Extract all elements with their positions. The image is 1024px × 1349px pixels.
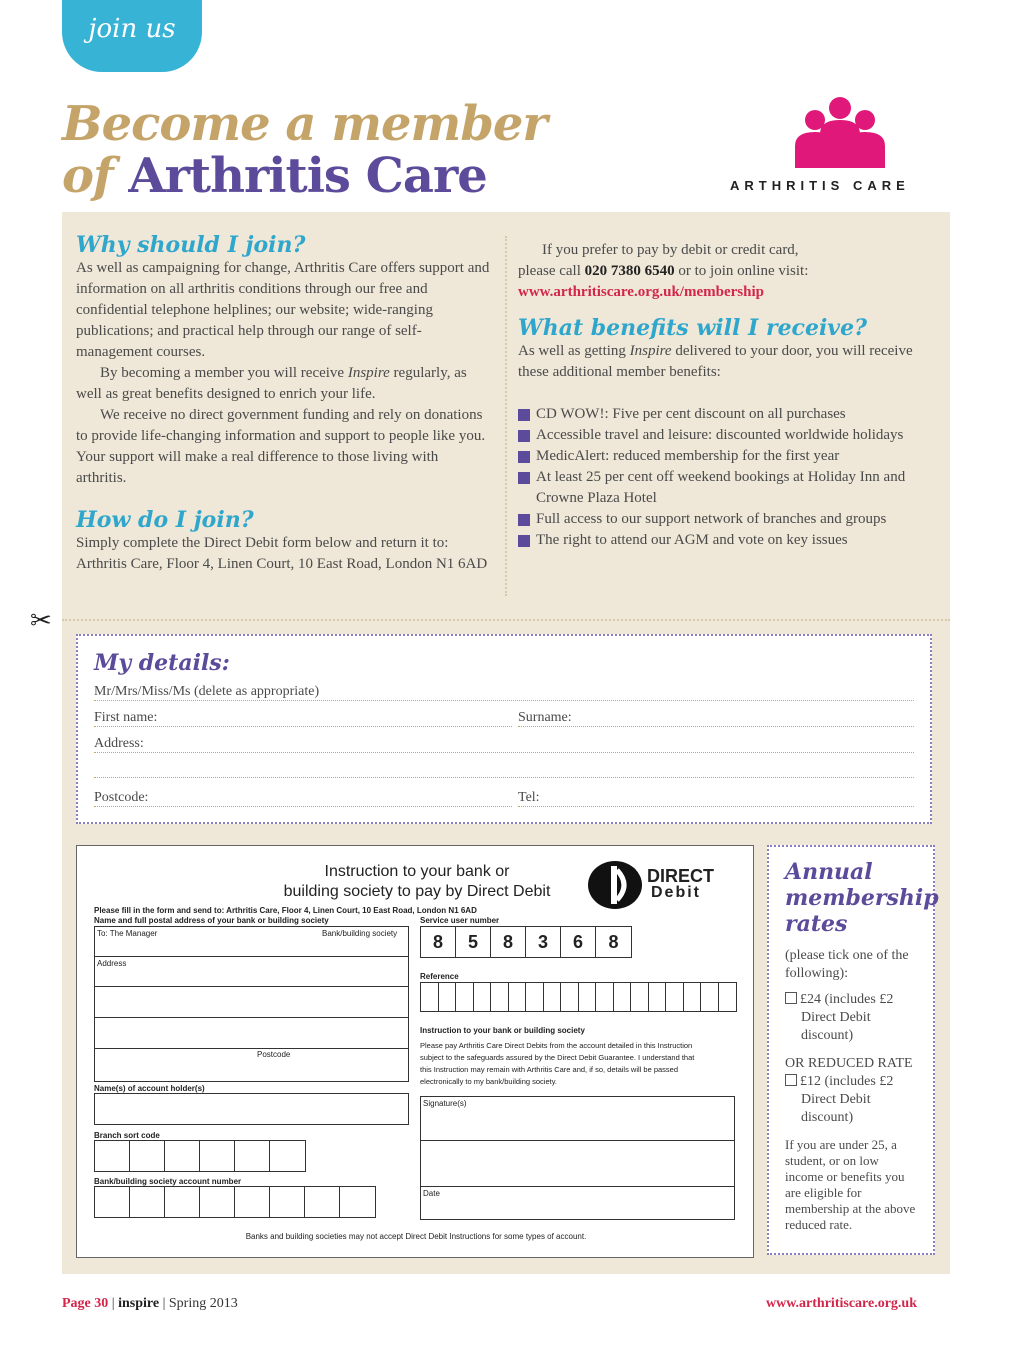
title-field[interactable]: Mr/Mrs/Miss/Ms (delete as appropriate) <box>94 684 914 701</box>
box-divider <box>94 1048 409 1049</box>
sort-code-boxes[interactable] <box>94 1140 306 1172</box>
sun-boxes <box>420 926 632 958</box>
dd-name-address-label: Name and full postal address of your bank or building society <box>94 916 329 925</box>
why-section <box>76 232 492 575</box>
reference-boxes[interactable] <box>420 982 737 1012</box>
box-divider <box>420 1186 735 1187</box>
checkbox[interactable] <box>785 1074 797 1086</box>
signature-label: Signature(s) <box>423 1099 467 1108</box>
to-manager-label: To: The Manager <box>97 929 158 938</box>
reference-label: Reference <box>420 972 459 981</box>
rates-heading: Annual membership rates <box>785 859 939 937</box>
holders-label: Name(s) of account holder(s) <box>94 1084 205 1093</box>
page-title: Become a member <box>62 96 547 152</box>
dd-logo-text-2: Debit <box>651 884 701 901</box>
pay-line-1: If you prefer to pay by debit or credit card, <box>542 242 799 258</box>
sort-code-label: Branch sort code <box>94 1131 160 1140</box>
reduced-rate-label: OR REDUCED RATE <box>785 1056 913 1071</box>
why-para-3: We receive no direct government funding and rely on donations to provide life-changing information and support to people like you. Your support will make a real difference to those living with arthritis. <box>76 407 486 486</box>
footer-url[interactable]: www.arthritiscare.org.uk <box>766 1296 917 1311</box>
holders-field[interactable] <box>94 1093 409 1125</box>
list-item: MedicAlert: reduced membership for the first year <box>518 446 932 467</box>
sun-digit: 8 <box>491 927 526 957</box>
address-label: Address <box>97 959 127 968</box>
why-heading: Why should I join? <box>76 232 306 258</box>
instruction-body: Please pay Arthritis Care Direct Debits from the account detailed in this Instruction subject to the safeguards assured by the Direct Debit Guarantee. I understand that this Instruction may remain with Arthritis Care and, if so, details will be passed electronically to my bank/building society. <box>420 1041 695 1086</box>
rate-option-24[interactable]: £24 (includes £2 Direct Debit discount) <box>785 991 917 1045</box>
cut-line <box>62 619 950 621</box>
signature-box[interactable] <box>420 1096 735 1220</box>
benefits-intro: As well as getting Inspire delivered to your door, you will receive these additional member benefits: <box>518 343 913 380</box>
how-heading: How do I join? <box>76 507 254 533</box>
bank-address-box[interactable] <box>94 926 409 1082</box>
first-name-field[interactable]: First name: <box>94 710 512 727</box>
reduced-rate-note: If you are under 25, a student, or on low income or benefits you are eligible for membership at the above reduced rate. <box>785 1137 916 1232</box>
box-divider <box>94 986 409 987</box>
benefits-section <box>518 240 932 551</box>
box-divider <box>94 1017 409 1018</box>
sun-digit: 6 <box>561 927 596 957</box>
list-item: Accessible travel and leisure: discounted worldwide holidays <box>518 425 932 446</box>
sun-digit: 8 <box>608 932 619 952</box>
list-item: CD WOW!: Five per cent discount on all purchases <box>518 404 932 425</box>
pay-line-2: please call 020 7380 6540 or to join online visit: <box>518 263 809 279</box>
page-title-line2 <box>62 148 487 204</box>
dd-send-to: Please fill in the form and send to: Arthritis Care, Floor 4, Linen Court, 10 East Road, London N1 6AD <box>94 906 477 915</box>
logo-wordmark: ARTHRITIS CARE <box>730 178 910 193</box>
tel-field[interactable]: Tel: <box>518 790 914 807</box>
scissors-icon: ✂ <box>30 606 52 636</box>
page-footer: Page 30 | inspire | Spring 2013 <box>62 1296 238 1311</box>
dd-logo-text-1: DIRECT <box>647 866 714 886</box>
box-divider <box>94 956 409 957</box>
how-para: Simply complete the Direct Debit form below and return it to: Arthritis Care, Floor 4, Linen Court, 10 East Road, London N1 6AD <box>76 535 488 572</box>
membership-link[interactable]: www.arthritiscare.org.uk/membership <box>518 284 764 300</box>
account-number-boxes[interactable] <box>94 1186 376 1218</box>
surname-field[interactable]: Surname: <box>518 710 914 727</box>
account-number-label: Bank/building society account number <box>94 1177 242 1186</box>
sun-digit: 8 <box>421 927 456 957</box>
postcode-field[interactable]: Postcode: <box>94 790 512 807</box>
date-label: Date <box>423 1189 440 1198</box>
my-details-form <box>76 634 932 824</box>
dd-footer-note: Banks and building societies may not accept Direct Debit Instructions for some types of account. <box>245 1232 587 1241</box>
rates-note: (please tick one of the following): <box>785 948 909 981</box>
address-field-2[interactable] <box>94 762 914 778</box>
title-org: Arthritis Care <box>128 148 487 204</box>
rate-option-12[interactable]: £12 (includes £2 Direct Debit discount) <box>785 1073 917 1127</box>
dd-title: Instruction to your bank or building society to pay by Direct Debit <box>283 863 551 900</box>
section-tab: join us <box>62 0 202 72</box>
postcode-label: Postcode <box>257 1050 291 1059</box>
benefits-list <box>518 404 932 551</box>
title-of: of <box>62 148 113 204</box>
bank-society-label: Bank/building society <box>322 929 398 938</box>
details-heading: My details: <box>94 650 230 676</box>
list-item: The right to attend our AGM and vote on key issues <box>518 530 932 551</box>
address-field[interactable]: Address: <box>94 736 914 753</box>
column-divider <box>505 236 507 596</box>
why-para-2: By becoming a member you will receive Inspire regularly, as well as great benefits designed to enrich your life. <box>76 365 467 402</box>
direct-debit-icon <box>587 860 643 910</box>
sun-digit: 3 <box>526 927 561 957</box>
sun-digit: 5 <box>456 927 491 957</box>
list-item: Full access to our support network of branches and groups <box>518 509 932 530</box>
membership-rates <box>767 845 939 1255</box>
direct-debit-form <box>76 845 754 1258</box>
checkbox[interactable] <box>785 992 797 1004</box>
list-item: At least 25 per cent off weekend bookings at Holiday Inn and Crowne Plaza Hotel <box>518 467 932 509</box>
instruction-heading: Instruction to your bank or building society <box>420 1026 585 1035</box>
box-divider <box>420 1140 735 1141</box>
direct-debit-logo <box>587 860 737 910</box>
benefits-heading: What benefits will I receive? <box>518 315 867 341</box>
why-para-1: As well as campaigning for change, Arthritis Care offers support and information on all arthritis conditions through our free and confidential telephone helplines; our website; wide-ranging publications; and practical help through our range of self-management courses. <box>76 260 490 360</box>
arthritis-care-logo-icon <box>790 96 890 168</box>
sun-label: Service user number <box>420 916 500 925</box>
